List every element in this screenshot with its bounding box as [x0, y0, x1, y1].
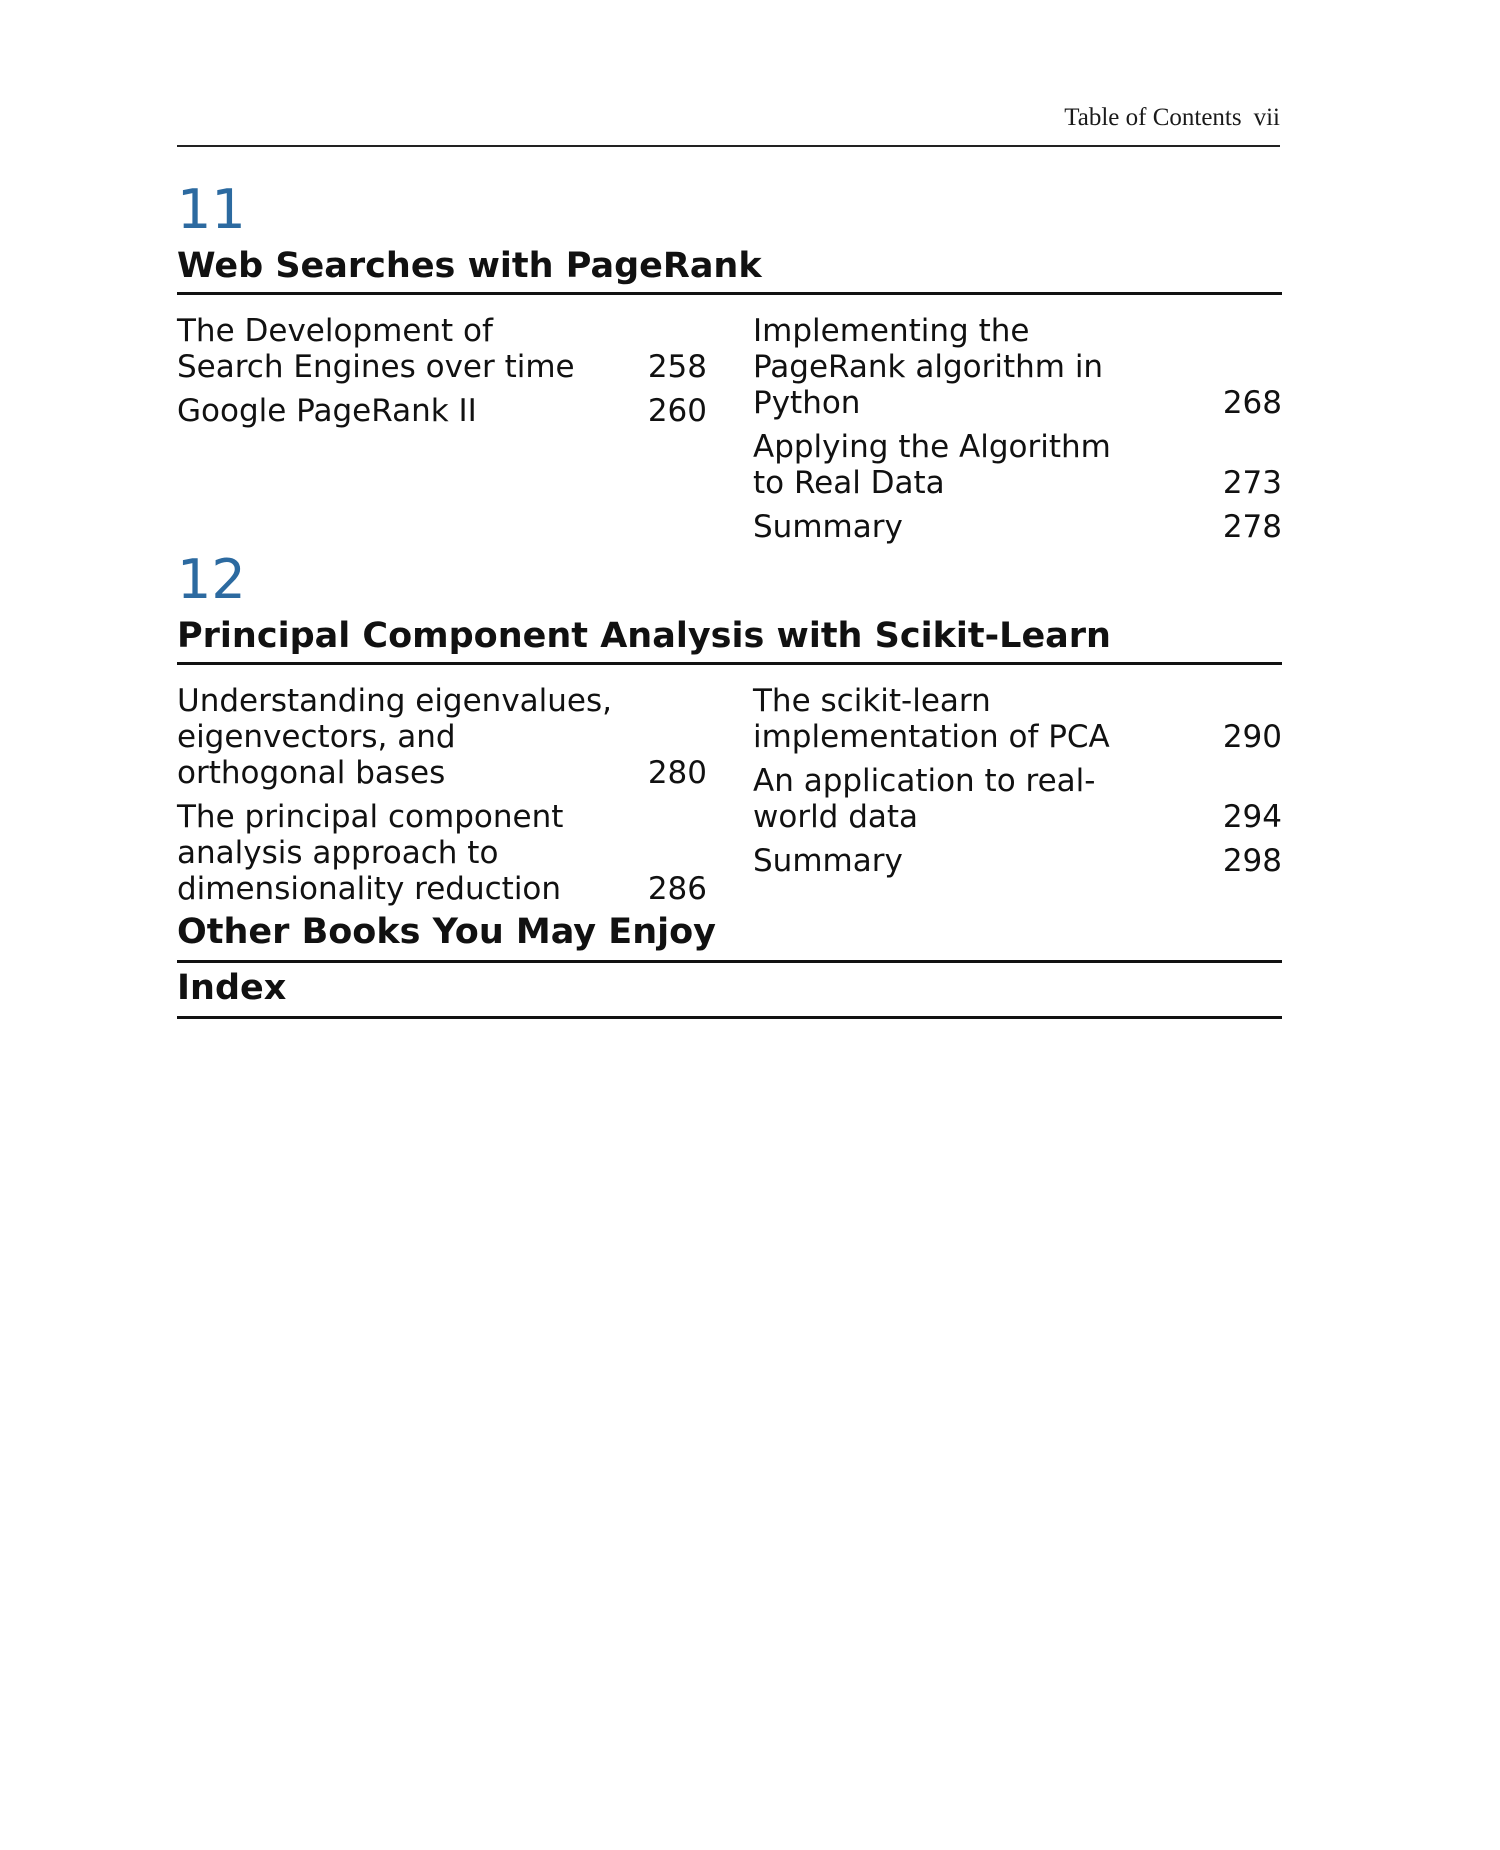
running-head-title: Table of Contents: [1064, 104, 1242, 131]
chapter-number: 12: [177, 548, 246, 611]
toc-entry-title: An application to real-world data: [753, 763, 1096, 835]
toc-entry-page: 278: [1222, 509, 1282, 545]
toc-column-right: [753, 313, 1282, 553]
running-head: [177, 98, 1280, 147]
toc-entry-title: Summary: [753, 509, 903, 545]
toc-entry[interactable]: [753, 313, 1282, 421]
toc-entry-page: 290: [1222, 719, 1282, 755]
toc-entry-page: 294: [1222, 799, 1282, 835]
toc-entry-title: Understanding eigenvalues, eigenvectors, and orthogonal bases: [177, 683, 613, 791]
toc-column-left: [177, 313, 707, 437]
toc-entry-title: The Development of Search Engines over time: [177, 313, 575, 385]
toc-entry-page: 286: [647, 871, 707, 907]
toc-entry[interactable]: [177, 313, 707, 385]
toc-entry-title: Summary: [753, 843, 903, 879]
toc-entry-page: 258: [647, 349, 707, 385]
toc-entry-title: Google PageRank II: [177, 393, 477, 429]
toc-entry[interactable]: [753, 683, 1282, 755]
chapter-title[interactable]: Web Searches with PageRank: [177, 244, 1282, 295]
toc-entry[interactable]: [753, 509, 1282, 545]
chapter-12: [177, 548, 1282, 907]
toc-entry-page: 298: [1222, 843, 1282, 879]
toc-page: [177, 0, 1282, 1850]
toc-backmatter-index[interactable]: Index: [177, 966, 1282, 1019]
toc-entry[interactable]: [177, 799, 707, 907]
toc-backmatter-other-books[interactable]: Other Books You May Enjoy: [177, 910, 1282, 963]
toc-entry-page: 268: [1222, 385, 1282, 421]
chapter-number: 11: [177, 178, 246, 241]
toc-entry-page: 280: [647, 755, 707, 791]
running-head-page-number: vii: [1253, 104, 1280, 131]
toc-entry[interactable]: [177, 393, 707, 429]
toc-entry[interactable]: [753, 843, 1282, 879]
toc-entry-page: 273: [1222, 465, 1282, 501]
toc-entry-title: Applying the Algorithm to Real Data: [753, 429, 1111, 501]
chapter-11: [177, 178, 1282, 545]
toc-entry-title: The scikit-learn implementation of PCA: [753, 683, 1110, 755]
toc-entry[interactable]: [753, 429, 1282, 501]
toc-entry-title: Implementing the PageRank algorithm in Python: [753, 313, 1104, 421]
toc-entry[interactable]: [753, 763, 1282, 835]
toc-entry[interactable]: [177, 683, 707, 791]
toc-column-left: [177, 683, 707, 915]
toc-entry-page: 260: [647, 393, 707, 429]
chapter-title[interactable]: Principal Component Analysis with Scikit-Learn: [177, 614, 1282, 665]
toc-column-right: [753, 683, 1282, 887]
toc-entry-title: The principal component analysis approach to dimensionality reduction: [177, 799, 564, 907]
